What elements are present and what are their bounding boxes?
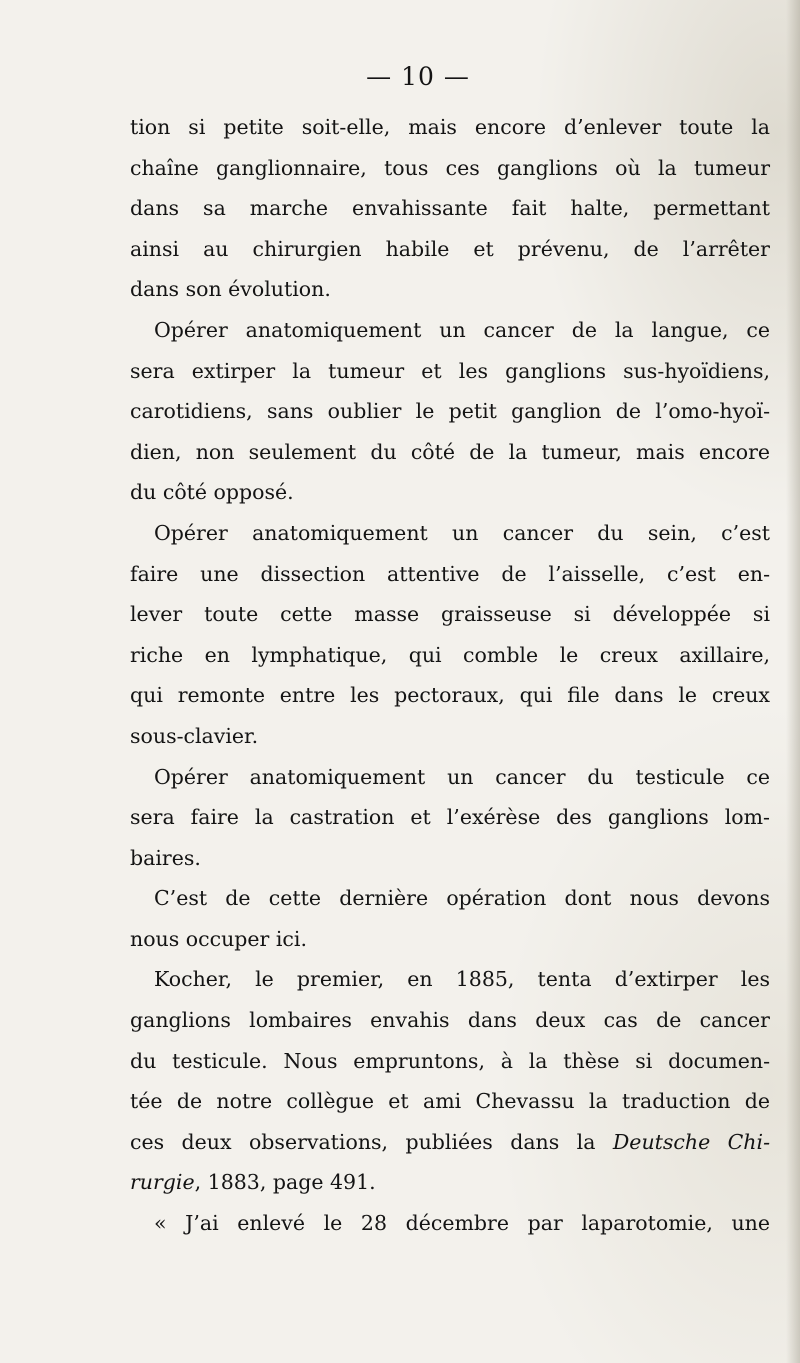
text-line xyxy=(130,675,770,716)
text-line-content: du côté opposé. xyxy=(130,480,294,505)
text-line xyxy=(130,919,770,960)
text-line-content: Kocher, le premier, en 1885, tenta d’extirper les xyxy=(154,967,770,992)
text-line xyxy=(130,554,770,595)
text-line xyxy=(130,959,770,1000)
text-line-content: sera faire la castration et l’exérèse des ganglions lom- xyxy=(130,805,770,830)
text-line xyxy=(130,229,770,270)
text-line-content: dans sa marche envahissante fait halte, permettant xyxy=(130,196,770,221)
body-text xyxy=(130,107,770,1244)
text-line-content: nous occuper ici. xyxy=(130,926,307,951)
text-line xyxy=(130,1081,770,1122)
text-line-content: riche en lymphatique, qui comble le creux axillaire, xyxy=(130,642,770,667)
page-edge-shadow xyxy=(786,0,800,1363)
text-line-content: ces deux observations, publiées dans la xyxy=(130,1129,613,1154)
text-line xyxy=(130,472,770,513)
text-line-content: qui remonte entre les pectoraux, qui file dans le creux xyxy=(130,683,770,708)
text-line xyxy=(130,188,770,229)
text-line xyxy=(130,513,770,554)
text-line xyxy=(130,757,770,798)
text-line xyxy=(130,1122,770,1163)
text-line xyxy=(130,1162,770,1203)
text-line xyxy=(130,107,770,148)
text-line-content: Opérer anatomiquement un cancer du testicule ce xyxy=(154,764,770,789)
text-line xyxy=(130,351,770,392)
text-line xyxy=(130,432,770,473)
text-line xyxy=(130,1041,770,1082)
text-line-content: Opérer anatomiquement un cancer de la langue, ce xyxy=(154,317,770,342)
text-line-content: du testicule. Nous empruntons, à la thèse si documen- xyxy=(130,1048,770,1073)
text-line-content: tée de notre collègue et ami Chevassu la traduction de xyxy=(130,1089,770,1114)
text-line xyxy=(130,838,770,879)
text-line-content: sera extirper la tumeur et les ganglions sus-hyoïdiens, xyxy=(130,358,770,383)
text-line xyxy=(130,1000,770,1041)
text-line-content: chaîne ganglionnaire, tous ces ganglions où la tumeur xyxy=(130,155,770,180)
text-line xyxy=(130,797,770,838)
text-line-content: faire une dissection attentive de l’aisselle, c’est en- xyxy=(130,561,770,586)
italic-title: Deutsche Chi- xyxy=(612,1129,770,1154)
text-line xyxy=(130,878,770,919)
text-line-content: ganglions lombaires envahis dans deux cas de cancer xyxy=(130,1008,770,1033)
text-line-content: lever toute cette masse graisseuse si développée si xyxy=(130,602,770,627)
text-line-content: Opérer anatomiquement un cancer du sein, c’est xyxy=(154,520,770,545)
text-line xyxy=(130,269,770,310)
text-line-content: ainsi au chirurgien habile et prévenu, de l’arrêter xyxy=(130,236,770,261)
page-number: — 10 — xyxy=(366,62,470,91)
text-line-content: tion si petite soit-elle, mais encore d’enlever toute la xyxy=(130,115,770,139)
text-line xyxy=(130,594,770,635)
text-line-content: carotidiens, sans oublier le petit ganglion de l’omo-hyoï- xyxy=(130,399,770,424)
text-line xyxy=(130,635,770,676)
text-line xyxy=(130,310,770,351)
text-line xyxy=(130,391,770,432)
text-line xyxy=(130,716,770,757)
text-line-content: sous-clavier. xyxy=(130,723,259,748)
text-line-content: dien, non seulement du côté de la tumeur, mais encore xyxy=(130,439,770,464)
text-line-content: C’est de cette dernière opération dont nous devons xyxy=(154,886,770,911)
text-line-content: « J’ai enlevé le 28 décembre par laparotomie, une xyxy=(154,1211,770,1236)
text-line-tail: , 1883, page 491. xyxy=(194,1170,376,1195)
italic-title: rurgie xyxy=(130,1170,195,1195)
text-line-content: baires. xyxy=(130,845,201,870)
text-line-content: dans son évolution. xyxy=(130,277,331,302)
text-line xyxy=(130,148,770,189)
text-line xyxy=(130,1203,770,1244)
